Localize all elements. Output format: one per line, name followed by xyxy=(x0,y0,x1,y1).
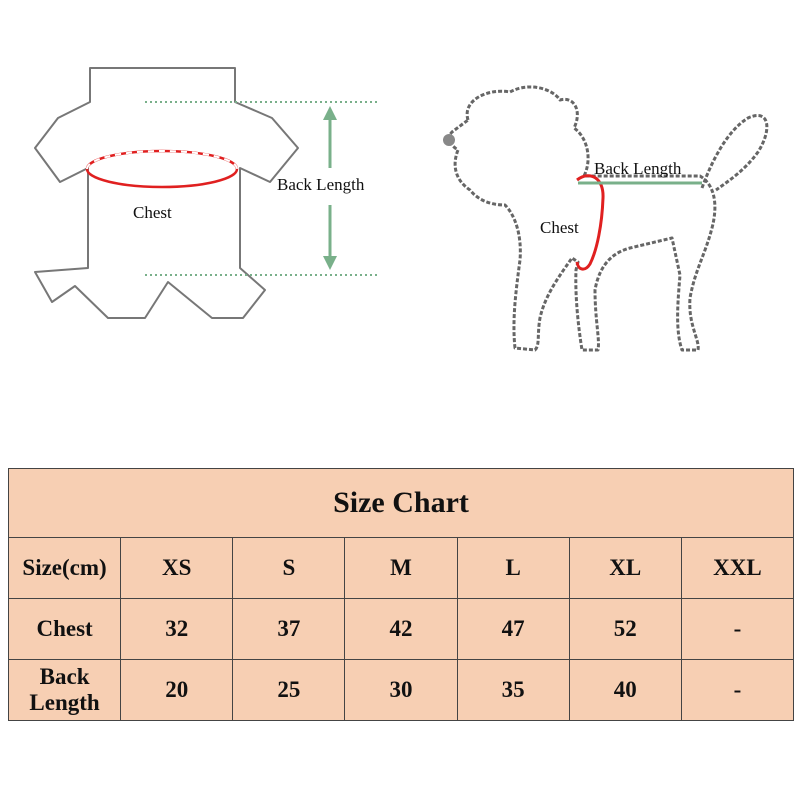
table-cell: 30 xyxy=(345,660,457,721)
table-cell: 40 xyxy=(569,660,681,721)
size-header-label: Size(cm) xyxy=(9,538,121,599)
size-header-row xyxy=(9,538,794,599)
table-cell: - xyxy=(681,660,793,721)
table-cell: 37 xyxy=(233,599,345,660)
table-cell: 25 xyxy=(233,660,345,721)
dog-chest-label: Chest xyxy=(540,218,579,237)
table-cell: 47 xyxy=(457,599,569,660)
garment-back-length-label: Back Length xyxy=(277,175,365,194)
table-cell: 20 xyxy=(121,660,233,721)
table-cell: - xyxy=(681,599,793,660)
size-chart-table xyxy=(8,468,794,721)
size-header-cell: M xyxy=(345,538,457,599)
size-header-cell: XXL xyxy=(681,538,793,599)
chest-row xyxy=(9,599,794,660)
size-chart-title: Size Chart xyxy=(9,469,794,538)
back-length-row xyxy=(9,660,794,721)
table-cell: 35 xyxy=(457,660,569,721)
dog-back-length-label: Back Length xyxy=(594,159,682,178)
chest-row-label: Chest xyxy=(9,599,121,660)
size-header-cell: XL xyxy=(569,538,681,599)
garment-chest-label: Chest xyxy=(133,203,172,222)
table-cell: 52 xyxy=(569,599,681,660)
size-header-cell: XS xyxy=(121,538,233,599)
back-length-row-label: Back Length xyxy=(9,660,121,721)
table-cell: 32 xyxy=(121,599,233,660)
size-header-cell: L xyxy=(457,538,569,599)
size-header-cell: S xyxy=(233,538,345,599)
dog-illustration xyxy=(443,87,767,350)
table-cell: 42 xyxy=(345,599,457,660)
garment-illustration xyxy=(35,68,380,318)
